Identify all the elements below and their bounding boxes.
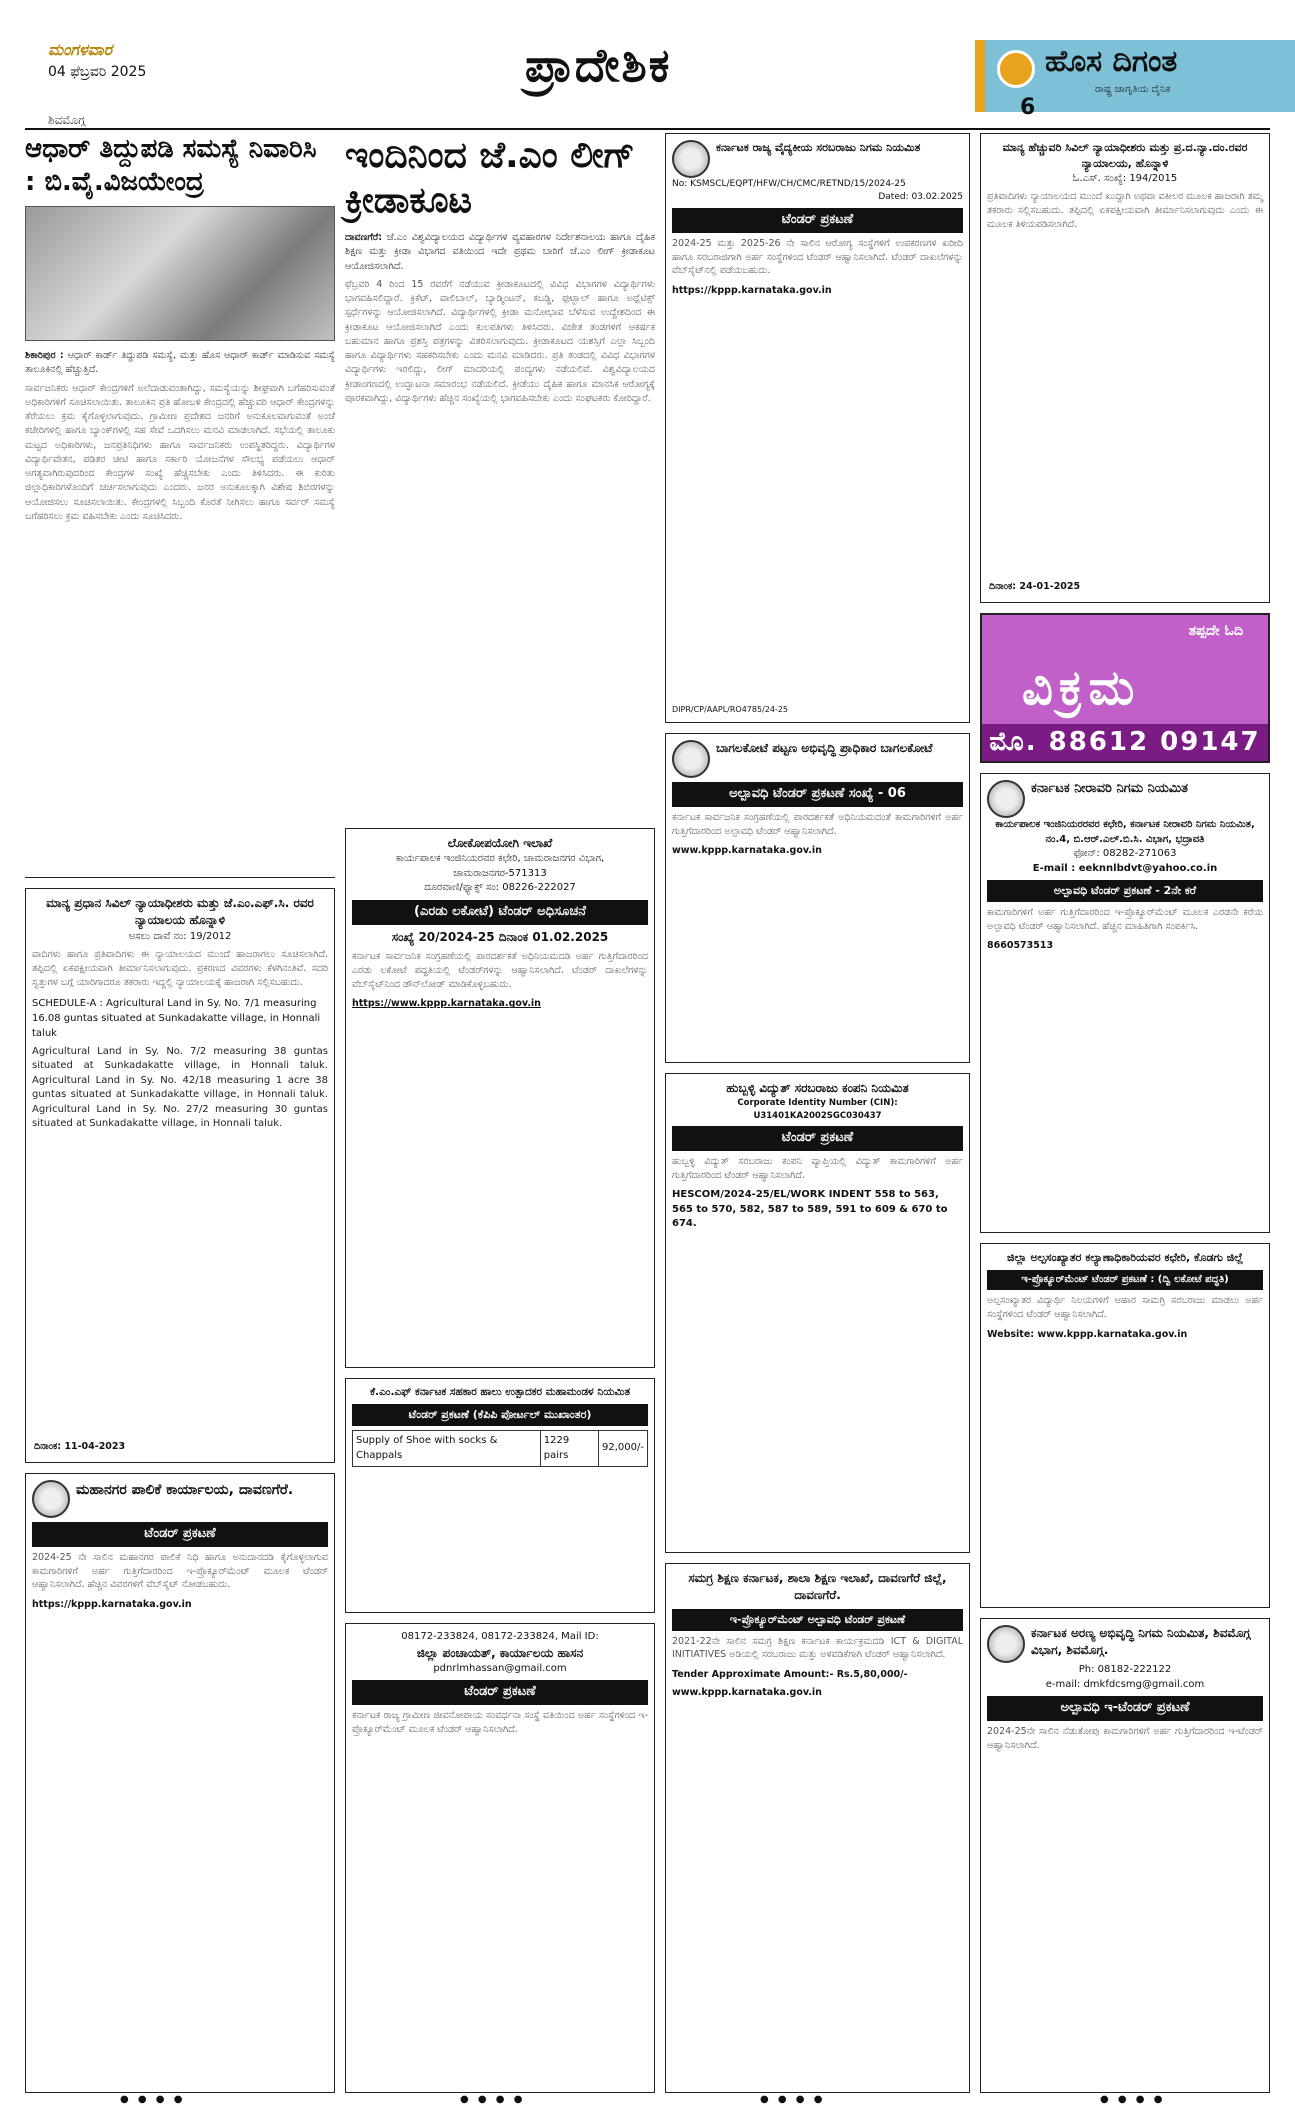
notice-bar: ಟೆಂಡರ್ ಪ್ರಕಟಣೆ (ಕೆಪಿಪಿ ಪೋರ್ಟಲ್ ಮುಖಾಂತರ) [352, 1404, 648, 1426]
tender-amount: Tender Approximate Amount:- Rs.5,80,000/- [672, 1669, 908, 1681]
notice-phone: ಫೋನ್: 08282-271063 [1073, 848, 1177, 859]
emblem-icon [672, 140, 710, 178]
notice-office: ಕಾರ್ಯಪಾಲಕ ಇಂಜಿನಿಯರವರ ಕಛೇರಿ, ಚಾಮರಾಜನಗರ ವಿಭಾಗ, ಚಾಮರಾಜನಗರ-571313 [395, 853, 605, 879]
table-row [353, 1431, 648, 1467]
notice-contact: 8660573513 [987, 940, 1054, 952]
notice-email: e-mail: dmkfdcsmg@gmail.com [1045, 1678, 1205, 1690]
notice-title: ಜಿಲ್ಲಾ ಅಲ್ಪಸಂಖ್ಯಾತರ ಕಲ್ಯಾಣಾಧಿಕಾರಿಯವರ ಕಛೇರಿ, ಕೊಡಗು ಜಿಲ್ಲೆ [1006, 1251, 1244, 1264]
print-registration-marks: ● ● ● ● [120, 2094, 186, 2105]
notice-title: ಕೆ.ಎಂ.ಎಫ್ ಕರ್ನಾಟಕ ಸಹಕಾರ ಹಾಲು ಉತ್ಪಾದಕರ ಮಹಾಮಂಡಳ ನಿಯಮಿತ [369, 1386, 631, 1398]
notice-ref: No: KSMSCL/EQPT/HFW/CH/CMC/RETND/15/2024-25 [672, 179, 906, 189]
notice-title: ಮಾನ್ಯ ಹೆಚ್ಚುವರಿ ಸಿವಿಲ್ ನ್ಯಾಯಾಧೀಶರು ಮತ್ತು ಪ್ರ.ದ.ನ್ಯಾ.ದಂ.ರವರ ನ್ಯಾಯಾಲಯ, ಹೊನ್ನಾಳಿ [1002, 141, 1248, 170]
schedule-text: SCHEDULE-A : Agricultural Land in Sy. No. 7/1 measuring 16.08 guntas situated at Sunkadakatte village, in Honnali taluk [32, 997, 321, 1039]
tender-table [352, 1430, 648, 1467]
article-aadhaar [25, 133, 335, 878]
item-cell: Supply of Shoe with socks & Chappals [353, 1431, 541, 1467]
article-body: ದಾವಣಗೆರೆ: ಜೆ.ಎಂ ವಿಶ್ವವಿದ್ಯಾಲಯದ ವಿದ್ಯಾರ್ಥಿಗಳ ವ್ಯವಹಾರಗಳ ನಿರ್ದೇಶನಾಲಯ ಹಾಗೂ ದೈಹಿಕ ಶಿಕ್ಷಣ ಮತ್ತು ಕ್ರೀಡಾ ವಿಭಾಗದ ವತಿಯಿಂದ ಇದೇ ಪ್ರಥಮ ಬಾರಿಗೆ ಜೆ.ಎಂ ಲೀಗ್ ಕ್ರೀಡಾಕೂಟ ಆಯೋಜಿಸಲಾಗಿದೆ. ಫೆಬ್ರವರಿ 4 ರಿಂದ 15 ರವರೆಗೆ ನಡೆಯುವ ಕ್ರೀಡಾಕೂಟದಲ್ಲಿ ವಿವಿಧ ವಿಭಾಗಗಳ ವಿದ್ಯಾರ್ಥಿಗಳು ಭಾಗವಹಿಸಲಿದ್ದಾರೆ. ಕ್ರಿಕೆಟ್, ವಾಲಿಬಾಲ್, ಬ್ಯಾಡ್ಮಿಂಟನ್, ಕಬಡ್ಡಿ, ಫುಟ್ಬಾಲ್ ಹಾಗೂ ಅಥ್ಲೆಟಿಕ್ಸ್ ಸ್ಪರ್ಧೆಗಳನ್ನು ಆಯೋಜಿಸಲಾಗಿದೆ. ವಿದ್ಯಾರ್ಥಿಗಳಲ್ಲಿ ಕ್ರೀಡಾ ಮನೋಭಾವ ಬೆಳೆಸುವ ಉದ್ದೇಶದಿಂದ ಈ ಕ್ರೀಡಾಕೂಟ ಆಯೋಜಿಸಲಾಗಿದೆ ಎಂದು ಕುಲಪತಿಗಳು ತಿಳಿಸಿದರು. ವಿಜೇತ ತಂಡಗಳಿಗೆ ಆಕರ್ಷಕ ಬಹುಮಾನ ಹಾಗೂ ಪ್ರಶಸ್ತಿ ಪತ್ರಗಳನ್ನು ವಿತರಿಸಲಾಗುವುದು. ಕ್ರೀಡಾಕೂಟದ ಯಶಸ್ಸಿಗೆ ಎಲ್ಲಾ ಸಿಬ್ಬಂದಿ ಹಾಗೂ ವಿದ್ಯಾರ್ಥಿಗಳು ಸಹಕರಿಸಬೇಕು ಎಂದು ಮನವಿ ಮಾಡಿದರು. ಪ್ರತಿ ತಂಡದಲ್ಲಿ ವಿವಿಧ ವಿಭಾಗಗಳ ವಿದ್ಯಾರ್ಥಿಗಳು ಇರಲಿದ್ದು, ಲೀಗ್ ಮಾದರಿಯಲ್ಲಿ ಪಂದ್ಯಗಳು ನಡೆಯಲಿವೆ. ವಿಶ್ವವಿದ್ಯಾಲಯದ ಕ್ರೀಡಾಂಗಣದಲ್ಲಿ ಉದ್ಘಾಟನಾ ಸಮಾರಂಭ ನಡೆಯಲಿದೆ. ಕ್ರೀಡೆಯು ದೈಹಿಕ ಹಾಗೂ ಮಾನಸಿಕ ಆರೋಗ್ಯಕ್ಕೆ ಪೂರಕವಾಗಿದ್ದು, ವಿದ್ಯಾರ್ಥಿಗಳು ಹೆಚ್ಚಿನ ಸಂಖ್ಯೆಯಲ್ಲಿ ಭಾಗವಹಿಸಬೇಕು ಎಂದು ಸಂಘಟಕರು ಕೋರಿದ್ದಾರೆ. [345, 232, 655, 404]
notice-footer: DIPR/CP/AAPL/RO4785/24-25 [672, 705, 789, 715]
notice-title: ಬಾಗಲಕೋಟೆ ಪಟ್ಟಣ ಅಭಿವೃದ್ಧಿ ಪ್ರಾಧಿಕಾರ ಬಾಗಲಕೋಟೆ [716, 741, 933, 755]
article-headline: ಆಧಾರ್ ತಿದ್ದುಪಡಿ ಸಮಸ್ಯೆ ನಿವಾರಿಸಿ : ಬಿ.ವೈ.ವಿಜಯೇಂದ್ರ [25, 134, 317, 197]
ad-phone: ಮೊ. 88612 09147 [982, 724, 1268, 761]
notice-davanagere-city-corp: ಮಹಾನಗರ ಪಾಲಿಕೆ ಕಾರ್ಯಾಲಯ, ದಾವಣಗೆರೆ. ಟೆಂಡರ್ ಪ್ರಕಟಣೆ 2024-25 ನೇ ಸಾಲಿನ ಮಹಾನಗರ ಪಾಲಿಕೆ ನಿಧಿ ಹಾಗೂ ಅನುದಾನದಡಿ ಕೈಗೊಳ್ಳಲಾಗುವ ಕಾಮಗಾರಿಗಳಿಗೆ ಅರ್ಹ ಗುತ್ತಿಗೆದಾರರಿಂದ ಇ-ಪ್ರೊಕ್ಯೂರ್‌ಮೆಂಟ್ ಮೂಲಕ ಟೆಂಡರ್ ಆಹ್ವಾನಿಸಲಾಗಿದೆ. ಹೆಚ್ಚಿನ ವಿವರಗಳಿಗೆ ವೆಬ್‌ಸೈಟ್ ನೋಡಬಹುದು. https://kppp.karnataka.gov.in [25, 1473, 335, 2093]
weekday: ಮಂಗಳವಾರ [48, 40, 113, 59]
notice-website: https://kppp.karnataka.gov.in [32, 1599, 192, 1611]
emd-cell: 92,000/- [599, 1431, 648, 1467]
paper-tagline: ರಾಷ್ಟ್ರ ಜಾಗೃತಿಯ ದೈನಿಕ [1095, 84, 1171, 95]
notice-phone: Ph: 08182-222122 [1078, 1664, 1172, 1675]
page-header [0, 0, 1295, 130]
notice-bar: ಟೆಂಡರ್ ಪ್ರಕಟಣೆ [352, 1680, 648, 1705]
notice-website: https://kppp.karnataka.gov.in [672, 285, 832, 297]
notice-website: www.kppp.karnataka.gov.in [672, 845, 822, 857]
notice-kmf [345, 1378, 655, 1613]
notice-bar: ಇ-ಪ್ರೊಕ್ಯೂರ್‌ಮೆಂಟ್ ಅಲ್ಪಾವಧಿ ಟೆಂಡರ್ ಪ್ರಕಟಣೆ [672, 1609, 963, 1631]
notice-cin: Corporate Identity Number (CIN): U31401KA2002SGC030437 [737, 1098, 898, 1121]
issue-date: 04 ಫೆಬ್ರವರಿ 2025 [48, 64, 147, 80]
notice-title: ಮಾನ್ಯ ಪ್ರಧಾನ ಸಿವಿಲ್ ನ್ಯಾಯಾಧೀಶರು ಮತ್ತು ಜೆ.ಎಂ.ಎಫ್.ಸಿ. ರವರ ನ್ಯಾಯಾಲಯ ಹೊನ್ನಾಳಿ [46, 896, 314, 928]
notice-phone: 08172-233824, 08172-233824, Mail ID: [401, 1631, 599, 1642]
notice-title: ಹುಬ್ಬಳ್ಳಿ ವಿದ್ಯುತ್ ಸರಬರಾಜು ಕಂಪನಿ ನಿಯಮಿತ [726, 1081, 909, 1095]
notice-bar: (ಎರಡು ಲಕೋಟೆ) ಟೆಂಡರ್ ಅಧಿಸೂಚನೆ [352, 900, 648, 925]
dateline: ಶಿವಮೊಗ್ಗ [48, 113, 86, 127]
notice-bar: ಇ-ಪ್ರೊಕ್ಯೂರ್‌ಮೆಂಟ್ ಟೆಂಡರ್ ಪ್ರಕಟಣೆ : (ದ್ವಿ ಲಕೋಟೆ ಪದ್ಧತಿ) [987, 1270, 1263, 1291]
notice-email: E-mail : eeknnlbdvt@yahoo.co.in [1032, 862, 1218, 874]
notice-hescom: ಹುಬ್ಬಳ್ಳಿ ವಿದ್ಯುತ್ ಸರಬರಾಜು ಕಂಪನಿ ನಿಯಮಿತ Corporate Identity Number (CIN): U31401KA2002SGC030437 ಟೆಂಡರ್ ಪ್ರಕಟಣೆ ಹುಬ್ಬಳ್ಳಿ ವಿದ್ಯುತ್ ಸರಬರಾಜು ಕಂಪನಿ ವ್ಯಾಪ್ತಿಯಲ್ಲಿ ವಿದ್ಯುತ್ ಕಾಮಗಾರಿಗಳಿಗೆ ಅರ್ಹ ಗುತ್ತಿಗೆದಾರರಿಂದ ಟೆಂಡರ್ ಆಹ್ವಾನಿಸಲಾಗಿದೆ. HESCOM/2024-25/EL/WORK INDENT 558 to 563, 565 to 570, 582, 587 to 589, 591 to 609 & 670 to 674. [665, 1073, 970, 1553]
lamp-logo-icon [997, 50, 1035, 88]
notice-samagra-shikshana: ಸಮಗ್ರ ಶಿಕ್ಷಣ ಕರ್ನಾಟಕ, ಶಾಲಾ ಶಿಕ್ಷಣ ಇಲಾಖೆ, ದಾವಣಗೆರೆ ಜಿಲ್ಲೆ, ದಾವಣಗೆರೆ. ಇ-ಪ್ರೊಕ್ಯೂರ್‌ಮೆಂಟ್ ಅಲ್ಪಾವಧಿ ಟೆಂಡರ್ ಪ್ರಕಟಣೆ 2021-22ನೇ ಸಾಲಿನ ಸಮಗ್ರ ಶಿಕ್ಷಣ ಕರ್ನಾಟಕ ಕಾರ್ಯಕ್ರಮದಡಿ ICT & DIGITAL INITIATIVES ಅಡಿಯಲ್ಲಿ ಸರಬರಾಜು ಮತ್ತು ಅಳವಡಿಕೆಗಾಗಿ ಟೆಂಡರ್ ಆಹ್ವಾನಿಸಲಾಗಿದೆ. Tender Approximate Amount:- Rs.5,80,000/- www.kppp.karnataka.gov.in [665, 1563, 970, 2093]
article-jm-league [345, 133, 655, 818]
notice-website: Website: www.kppp.karnataka.gov.in [987, 1328, 1188, 1340]
notice-title: ಸಮಗ್ರ ಶಿಕ್ಷಣ ಕರ್ನಾಟಕ, ಶಾಲಾ ಶಿಕ್ಷಣ ಇಲಾಖೆ, ದಾವಣಗೆರೆ ಜಿಲ್ಲೆ, ದಾವಣಗೆರೆ. [688, 1571, 947, 1603]
notice-bar: ಅಲ್ಪಾವಧಿ ಟೆಂಡರ್ ಪ್ರಕಟಣೆ ಸಂಖ್ಯೆ - 06 [672, 782, 963, 807]
case-number: ಅಸಲು ದಾವೆ ನಂ: 19/2012 [128, 930, 232, 942]
notice-indent: HESCOM/2024-25/EL/WORK INDENT 558 to 563, 565 to 570, 582, 587 to 589, 591 to 609 & 670 to 674. [672, 1189, 948, 1230]
notice-bar: ಟೆಂಡರ್ ಪ್ರಕಟಣೆ [672, 1126, 963, 1151]
notice-pwd-chamarajanagar: ಲೋಕೋಪಯೋಗಿ ಇಲಾಖೆ ಕಾರ್ಯಪಾಲಕ ಇಂಜಿನಿಯರವರ ಕಛೇರಿ, ಚಾಮರಾಜನಗರ ವಿಭಾಗ, ಚಾಮರಾಜನಗರ-571313 ದೂರವಾಣಿ/ಫ್ಯಾಕ್ಸ್ ಸಂ: 08226-222027 (ಎರಡು ಲಕೋಟೆ) ಟೆಂಡರ್ ಅಧಿಸೂಚನೆ ಸಂಖ್ಯೆ 20/2024-25 ದಿನಾಂಕ 01.02.2025 ಕರ್ನಾಟಕ ಸಾರ್ವಜನಿಕ ಸಂಗ್ರಹಣೆಯಲ್ಲಿ ಪಾರದರ್ಶಕತೆ ಅಧಿನಿಯಮದಡಿ ಅರ್ಹ ಗುತ್ತಿಗೆದಾರರಿಂದ ಎರಡು ಲಕೋಟೆ ಪದ್ಧತಿಯಲ್ಲಿ ಟೆಂಡರ್‌ಗಳನ್ನು ಆಹ್ವಾನಿಸಲಾಗಿದೆ. ಟೆಂಡರ್ ದಾಖಲೆಗಳನ್ನು ವೆಬ್‌ಸೈಟ್‌ನಿಂದ ಡೌನ್‌ಲೋಡ್ ಮಾಡಿಕೊಳ್ಳಬಹುದು. https://www.kppp.karnataka.gov.in [345, 828, 655, 1368]
page-number: 6 [1020, 95, 1036, 120]
notice-title: ಕರ್ನಾಟಕ ರಾಜ್ಯ ವೈದ್ಯಕೀಯ ಸರಬರಾಜು ನಿಗಮ ನಿಯಮಿತ [716, 141, 921, 154]
notice-bagalkot: ಬಾಗಲಕೋಟೆ ಪಟ್ಟಣ ಅಭಿವೃದ್ಧಿ ಪ್ರಾಧಿಕಾರ ಬಾಗಲಕೋಟೆ ಅಲ್ಪಾವಧಿ ಟೆಂಡರ್ ಪ್ರಕಟಣೆ ಸಂಖ್ಯೆ - 06 ಕರ್ನಾಟಕ ಸಾರ್ವಜನಿಕ ಸಂಗ್ರಹಣೆಯಲ್ಲಿ ಪಾರದರ್ಶಕತೆ ಅಧಿನಿಯಮದಂತೆ ಕಾಮಗಾರಿಗಳಿಗೆ ಅರ್ಹ ಗುತ್ತಿಗೆದಾರರಿಂದ ಅಲ್ಪಾವಧಿ ಟೆಂಡರ್ ಆಹ್ವಾನಿಸಲಾಗಿದೆ. www.kppp.karnataka.gov.in [665, 733, 970, 1063]
notice-hassan: 08172-233824, 08172-233824, Mail ID: ಜಿಲ್ಲಾ ಪಂಚಾಯತ್, ಕಾರ್ಯಾಲಯ ಹಾಸನ pdnrlmhassan@gmail.com ಟೆಂಡರ್ ಪ್ರಕಟಣೆ ಕರ್ನಾಟಕ ರಾಜ್ಯ ಗ್ರಾಮೀಣ ಜೀವನೋಪಾಯ ಸಂವರ್ಧನಾ ಸಂಸ್ಥೆ ವತಿಯಿಂದ ಅರ್ಹ ಸಂಸ್ಥೆಗಳಿಂದ ಇ-ಪ್ರೊಕ್ಯೂರ್‌ಮೆಂಟ್ ಮೂಲಕ ಟೆಂಡರ್ ಆಹ್ವಾನಿಸಲಾಗಿದೆ. [345, 1623, 655, 2093]
notice-ksmscl: ಕರ್ನಾಟಕ ರಾಜ್ಯ ವೈದ್ಯಕೀಯ ಸರಬರಾಜು ನಿಗಮ ನಿಯಮಿತ No: KSMSCL/EQPT/HFW/CH/CMC/RETND/15/2024-25 Dated: 03.02.2025 ಟೆಂಡರ್ ಪ್ರಕಟಣೆ 2024-25 ಮತ್ತು 2025-26 ನೇ ಸಾಲಿನ ಆರೋಗ್ಯ ಸಂಸ್ಥೆಗಳಿಗೆ ಉಪಕರಣಗಳ ಖರೀದಿ ಹಾಗೂ ಸರಬರಾಜಿಗಾಗಿ ಅರ್ಹ ಸಂಸ್ಥೆಗಳಿಂದ ಟೆಂಡರ್ ಆಹ್ವಾನಿಸಲಾಗಿದೆ. ಟೆಂಡರ್ ದಾಖಲೆಗಳನ್ನು ವೆಬ್‌ಸೈಟ್‌ನಲ್ಲಿ ಪಡೆಯಬಹುದು. https://kppp.karnataka.gov.in DIPR/CP/AAPL/RO4785/24-25 [665, 133, 970, 723]
ad-name: ವಿಕ್ರಮ [1022, 660, 1141, 716]
print-registration-marks: ● ● ● ● [460, 2094, 526, 2105]
article-body: ಶಿಕಾರಿಪುರ : ಆಧಾರ್ ಕಾರ್ಡ್ ತಿದ್ದುಪಡಿ ಸಮಸ್ಯೆ, ಮತ್ತು ಹೊಸ ಆಧಾರ್ ಕಾರ್ಡ್ ಮಾಡಿಸುವ ಸಮಸ್ಯೆ ತಾಲೂಕಿನಲ್ಲಿ ಹೆಚ್ಚುತ್ತಿದೆ. ಸಾರ್ವಜನಿಕರು ಆಧಾರ್ ಕೇಂದ್ರಗಳಿಗೆ ಅಲೆದಾಡುವಂತಾಗಿದ್ದು, ಸಮಸ್ಯೆಯನ್ನು ಶೀಘ್ರವಾಗಿ ಬಗೆಹರಿಸುವಂತೆ ಅಧಿಕಾರಿಗಳಿಗೆ ಸೂಚಿಸಲಾಯಿತು. ತಾಲೂಕಿನ ಪ್ರತಿ ಹೋಬಳಿ ಕೇಂದ್ರದಲ್ಲಿ ಹೆಚ್ಚುವರಿ ಆಧಾರ್ ಕೇಂದ್ರಗಳನ್ನು ತೆರೆಯಲು ಕ್ರಮ ಕೈಗೊಳ್ಳಲಾಗುವುದು. ಗ್ರಾಮೀಣ ಪ್ರದೇಶದ ಜನರಿಗೆ ಅನುಕೂಲವಾಗುವಂತೆ ಅಂಚೆ ಕಚೇರಿಗಳಲ್ಲಿ ಹಾಗೂ ಬ್ಯಾಂಕ್‌ಗಳಲ್ಲಿ ಸಹ ಸೇವೆ ಒದಗಿಸಲು ಮನವಿ ಮಾಡಲಾಗಿದೆ. ಸಭೆಯಲ್ಲಿ ತಾಲೂಕು ಮಟ್ಟದ ಅಧಿಕಾರಿಗಳು, ಜನಪ್ರತಿನಿಧಿಗಳು ಹಾಗೂ ಸಾರ್ವಜನಿಕರು ಉಪಸ್ಥಿತರಿದ್ದರು. ವಿದ್ಯಾರ್ಥಿಗಳ ವಿದ್ಯಾರ್ಥಿವೇತನ, ಪಡಿತರ ಚೀಟಿ ಹಾಗೂ ಸರ್ಕಾರಿ ಯೋಜನೆಗಳ ಸೌಲಭ್ಯ ಪಡೆಯಲು ಆಧಾರ್ ಅಗತ್ಯವಾಗಿರುವುದರಿಂದ ಕೇಂದ್ರಗಳ ಸಂಖ್ಯೆ ಹೆಚ್ಚಿಸಬೇಕು ಎಂದು ತಿಳಿಸಿದರು. ಈ ಕುರಿತು ಜಿಲ್ಲಾಧಿಕಾರಿಗಳೊಂದಿಗೆ ಚರ್ಚಿಸಲಾಗುವುದು ಎಂದರು. ಜನರ ಅನುಕೂಲಕ್ಕಾಗಿ ವಿಶೇಷ ಶಿಬಿರಗಳನ್ನು ಆಯೋಜಿಸಲು ಸೂಚಿಸಲಾಯಿತು. ಕೇಂದ್ರಗಳಲ್ಲಿ ಸಿಬ್ಬಂದಿ ಕೊರತೆ ನೀಗಿಸಲು ಹಾಗೂ ಸರ್ವರ್ ಸಮಸ್ಯೆ ಬಗೆಹರಿಸಲು ಕ್ರಮ ವಹಿಸಬೇಕು ಎಂದು ಸೂಚಿಸಿದರು. [25, 350, 335, 522]
notice-court-honnali-2: ಮಾನ್ಯ ಹೆಚ್ಚುವರಿ ಸಿವಿಲ್ ನ್ಯಾಯಾಧೀಶರು ಮತ್ತು ಪ್ರ.ದ.ನ್ಯಾ.ದಂ.ರವರ ನ್ಯಾಯಾಲಯ, ಹೊನ್ನಾಳಿ ಓ.ಎಸ್. ಸಂಖ್ಯೆ: 194/2015 ಪ್ರತಿವಾದಿಗಳು ನ್ಯಾಯಾಲಯದ ಮುಂದೆ ಖುದ್ದಾಗಿ ಅಥವಾ ವಕೀಲರ ಮೂಲಕ ಹಾಜರಾಗಿ ತಮ್ಮ ತಕರಾರು ಸಲ್ಲಿಸಬಹುದು. ತಪ್ಪಿದಲ್ಲಿ ಏಕಪಕ್ಷೀಯವಾಗಿ ತೀರ್ಮಾನಿಸಲಾಗುವುದು ಎಂದು ಈ ಮೂಲಕ ತಿಳಿಯಪಡಿಸಲಾಗಿದೆ. ದಿನಾಂಕ: 24-01-2025 [980, 133, 1270, 603]
article-lead: ಆಧಾರ್ ಕಾರ್ಡ್ ತಿದ್ದುಪಡಿ ಸಮಸ್ಯೆ, ಮತ್ತು ಹೊಸ ಆಧಾರ್ ಕಾರ್ಡ್ ಮಾಡಿಸುವ ಸಮಸ್ಯೆ ತಾಲೂಕಿನಲ್ಲಿ ಹೆಚ್ಚುತ್ತಿದೆ. [25, 350, 335, 376]
notice-title: ಕರ್ನಾಟಕ ಅರಣ್ಯ ಅಭಿವೃದ್ಧಿ ನಿಗಮ ನಿಯಮಿತ, ಶಿವಮೊಗ್ಗ ವಿಭಾಗ, ಶಿವಮೊಗ್ಗ. [1031, 1626, 1251, 1658]
paper-name: ಹೊಸ ದಿಗಂತ [1045, 44, 1178, 79]
section-title: ಪ್ರಾದೇಶಿಕ [525, 38, 672, 92]
notice-forest-dev: ಕರ್ನಾಟಕ ಅರಣ್ಯ ಅಭಿವೃದ್ಧಿ ನಿಗಮ ನಿಯಮಿತ, ಶಿವಮೊಗ್ಗ ವಿಭಾಗ, ಶಿವಮೊಗ್ಗ. Ph: 08182-222122 e-mail: dmkfdcsmg@gmail.com ಅಲ್ಪಾವಧಿ ಇ-ಟೆಂಡರ್ ಪ್ರಕಟಣೆ 2024-25ನೇ ಸಾಲಿನ ನೆಡುತೋಪು ಕಾಮಗಾರಿಗಳಿಗೆ ಅರ್ಹ ಗುತ್ತಿಗೆದಾರರಿಂದ ಇ-ಟೆಂಡರ್ ಆಹ್ವಾನಿಸಲಾಗಿದೆ. [980, 1618, 1270, 2093]
article-lead: ಜೆ.ಎಂ ವಿಶ್ವವಿದ್ಯಾಲಯದ ವಿದ್ಯಾರ್ಥಿಗಳ ವ್ಯವಹಾರಗಳ ನಿರ್ದೇಶನಾಲಯ ಹಾಗೂ ದೈಹಿಕ ಶಿಕ್ಷಣ ಮತ್ತು ಕ್ರೀಡಾ ವಿಭಾಗದ ವತಿಯಿಂದ ಇದೇ ಪ್ರಥಮ ಬಾರಿಗೆ ಜೆ.ಎಂ ಲೀಗ್ ಕ್ರೀಡಾಕೂಟ ಆಯೋಜಿಸಲಾಗಿದೆ. [345, 232, 655, 272]
article-photo [25, 206, 335, 341]
notice-office: ಕಾರ್ಯಪಾಲಕ ಇಂಜಿನಿಯರರವರ ಕಛೇರಿ, ಕರ್ನಾಟಕ ನೀರಾವರಿ ನಿಗಮ ನಿಯಮಿತ, ನಂ.4, ಬಿ.ಆರ್.ಎಲ್.ಬಿ.ಸಿ. ವಿಭಾಗ, ಭದ್ರಾವತಿ [995, 819, 1255, 845]
notice-bar: ಟೆಂಡರ್ ಪ್ರಕಟಣೆ [672, 208, 963, 233]
notice-date: ದಿನಾಂಕ: 24-01-2025 [989, 581, 1081, 593]
article-byline: ದಾವಣಗೆರೆ: [345, 232, 383, 243]
notice-title: ಕರ್ನಾಟಕ ನೀರಾವರಿ ನಿಗಮ ನಿಯಮಿತ [1031, 781, 1189, 796]
print-registration-marks: ● ● ● ● [1100, 2094, 1166, 2105]
notice-bar: ಅಲ್ಪಾವಧಿ ಟೆಂಡರ್ ಪ್ರಕಟಣೆ - 2ನೇ ಕರೆ [987, 880, 1263, 902]
emblem-icon [32, 1480, 70, 1518]
notice-knnl: ಕರ್ನಾಟಕ ನೀರಾವರಿ ನಿಗಮ ನಿಯಮಿತ ಕಾರ್ಯಪಾಲಕ ಇಂಜಿನಿಯರರವರ ಕಛೇರಿ, ಕರ್ನಾಟಕ ನೀರಾವರಿ ನಿಗಮ ನಿಯಮಿತ, ನಂ.4, ಬಿ.ಆರ್.ಎಲ್.ಬಿ.ಸಿ. ವಿಭಾಗ, ಭದ್ರಾವತಿ ಫೋನ್: 08282-271063 E-mail : eeknnlbdvt@yahoo.co.in ಅಲ್ಪಾವಧಿ ಟೆಂಡರ್ ಪ್ರಕಟಣೆ - 2ನೇ ಕರೆ ಕಾಮಗಾರಿಗಳಿಗೆ ಅರ್ಹ ಗುತ್ತಿಗೆದಾರರಿಂದ ಇ-ಪ್ರೊಕ್ಯೂರ್‌ಮೆಂಟ್ ಮೂಲಕ ಎರಡನೇ ಕರೆಯ ಅಲ್ಪಾವಧಿ ಟೆಂಡರ್ ಆಹ್ವಾನಿಸಲಾಗಿದೆ. ಹೆಚ್ಚಿನ ಮಾಹಿತಿಗಾಗಿ ಸಂಪರ್ಕಿಸಿ. 8660573513 [980, 773, 1270, 1233]
notice-court-honnali: ಮಾನ್ಯ ಪ್ರಧಾನ ಸಿವಿಲ್ ನ್ಯಾಯಾಧೀಶರು ಮತ್ತು ಜೆ.ಎಂ.ಎಫ್.ಸಿ. ರವರ ನ್ಯಾಯಾಲಯ ಹೊನ್ನಾಳಿ ಅಸಲು ದಾವೆ ನಂ: 19/2012 ವಾದಿಗಳು ಹಾಗೂ ಪ್ರತಿವಾದಿಗಳು ಈ ನ್ಯಾಯಾಲಯದ ಮುಂದೆ ಹಾಜರಾಗಲು ಸೂಚಿಸಲಾಗಿದೆ. ತಪ್ಪಿದಲ್ಲಿ ಏಕಪಕ್ಷೀಯವಾಗಿ ತೀರ್ಮಾನಿಸಲಾಗುವುದು. ಪ್ರಕರಣದ ವಿವರಗಳು ಕೆಳಗಿನಂತಿವೆ. ಸದರಿ ಸ್ವತ್ತುಗಳ ಬಗ್ಗೆ ಯಾರಿಗಾದರೂ ತಕರಾರು ಇದ್ದಲ್ಲಿ ನ್ಯಾಯಾಲಯಕ್ಕೆ ಹಾಜರಾಗಿ ಸಲ್ಲಿಸಬಹುದು. SCHEDULE-A : Agricultural Land in Sy. No. 7/1 measuring 16.08 guntas situated at Sunkadakatte village, in Honnali taluk Agricultural Land in Sy. No. 7/2 measuring 38 guntas situated at Sunkadakatte village, in Honnali taluk. Agricultural Land in Sy. No. 42/18 measuring 1 acre 38 guntas situated at Sunkadakatte village, in Honnali taluk. Agricultural Land in Sy. No. 27/2 measuring 30 guntas situated at Sunkadakatte village, in Honnali taluk. ದಿನಾಂಕ: 11-04-2023 [25, 888, 335, 1463]
notice-email: pdnrlmhassan@gmail.com [433, 1662, 567, 1674]
qty-cell: 1229 pairs [540, 1431, 598, 1467]
emblem-icon [987, 1625, 1025, 1663]
notice-kodagu: ಜಿಲ್ಲಾ ಅಲ್ಪಸಂಖ್ಯಾತರ ಕಲ್ಯಾಣಾಧಿಕಾರಿಯವರ ಕಛೇರಿ, ಕೊಡಗು ಜಿಲ್ಲೆ ಇ-ಪ್ರೊಕ್ಯೂರ್‌ಮೆಂಟ್ ಟೆಂಡರ್ ಪ್ರಕಟಣೆ : (ದ್ವಿ ಲಕೋಟೆ ಪದ್ಧತಿ) ಅಲ್ಪಸಂಖ್ಯಾತರ ವಿದ್ಯಾರ್ಥಿ ನಿಲಯಗಳಿಗೆ ಆಹಾರ ಸಾಮಗ್ರಿ ಸರಬರಾಜು ಮಾಡಲು ಅರ್ಹ ಸಂಸ್ಥೆಗಳಿಂದ ಟೆಂಡರ್ ಆಹ್ವಾನಿಸಲಾಗಿದೆ. Website: www.kppp.karnataka.gov.in [980, 1243, 1270, 1608]
print-registration-marks: ● ● ● ● [760, 2094, 826, 2105]
notice-date: ದಿನಾಂಕ: 11-04-2023 [34, 1441, 126, 1453]
notice-bar: ಅಲ್ಪಾವಧಿ ಇ-ಟೆಂಡರ್ ಪ್ರಕಟಣೆ [987, 1696, 1263, 1721]
notice-website: www.kppp.karnataka.gov.in [672, 1687, 822, 1699]
ad-vikrama [980, 613, 1270, 763]
emblem-icon [672, 740, 710, 778]
emblem-icon [987, 780, 1025, 818]
case-number: ಓ.ಎಸ್. ಸಂಖ್ಯೆ: 194/2015 [1072, 172, 1178, 184]
notice-title: ಜಿಲ್ಲಾ ಪಂಚಾಯತ್, ಕಾರ್ಯಾಲಯ ಹಾಸನ [416, 1645, 584, 1660]
header-divider [25, 128, 1270, 130]
date-block [48, 40, 338, 80]
article-headline: ಇಂದಿನಿಂದ ಜೆ.ಎಂ ಲೀಗ್ ಕ್ರೀಡಾಕೂಟ [345, 135, 635, 221]
notice-bar: ಟೆಂಡರ್ ಪ್ರಕಟಣೆ [32, 1522, 328, 1547]
notice-number: ಸಂಖ್ಯೆ 20/2024-25 ದಿನಾಂಕ 01.02.2025 [391, 929, 609, 944]
notice-date: Dated: 03.02.2025 [878, 192, 963, 203]
ad-tag: ತಪ್ಪದೇ ಓದಿ [1188, 623, 1243, 639]
notice-title: ಮಹಾನಗರ ಪಾಲಿಕೆ ಕಾರ್ಯಾಲಯ, ದಾವಣಗೆರೆ. [76, 1482, 294, 1498]
article-byline: ಶಿಕಾರಿಪುರ : [25, 350, 64, 361]
notice-title: ಲೋಕೋಪಯೋಗಿ ಇಲಾಖೆ [447, 836, 553, 850]
notice-website: https://www.kppp.karnataka.gov.in [352, 998, 541, 1010]
notice-phone: ದೂರವಾಣಿ/ಫ್ಯಾಕ್ಸ್ ಸಂ: 08226-222027 [424, 882, 576, 894]
